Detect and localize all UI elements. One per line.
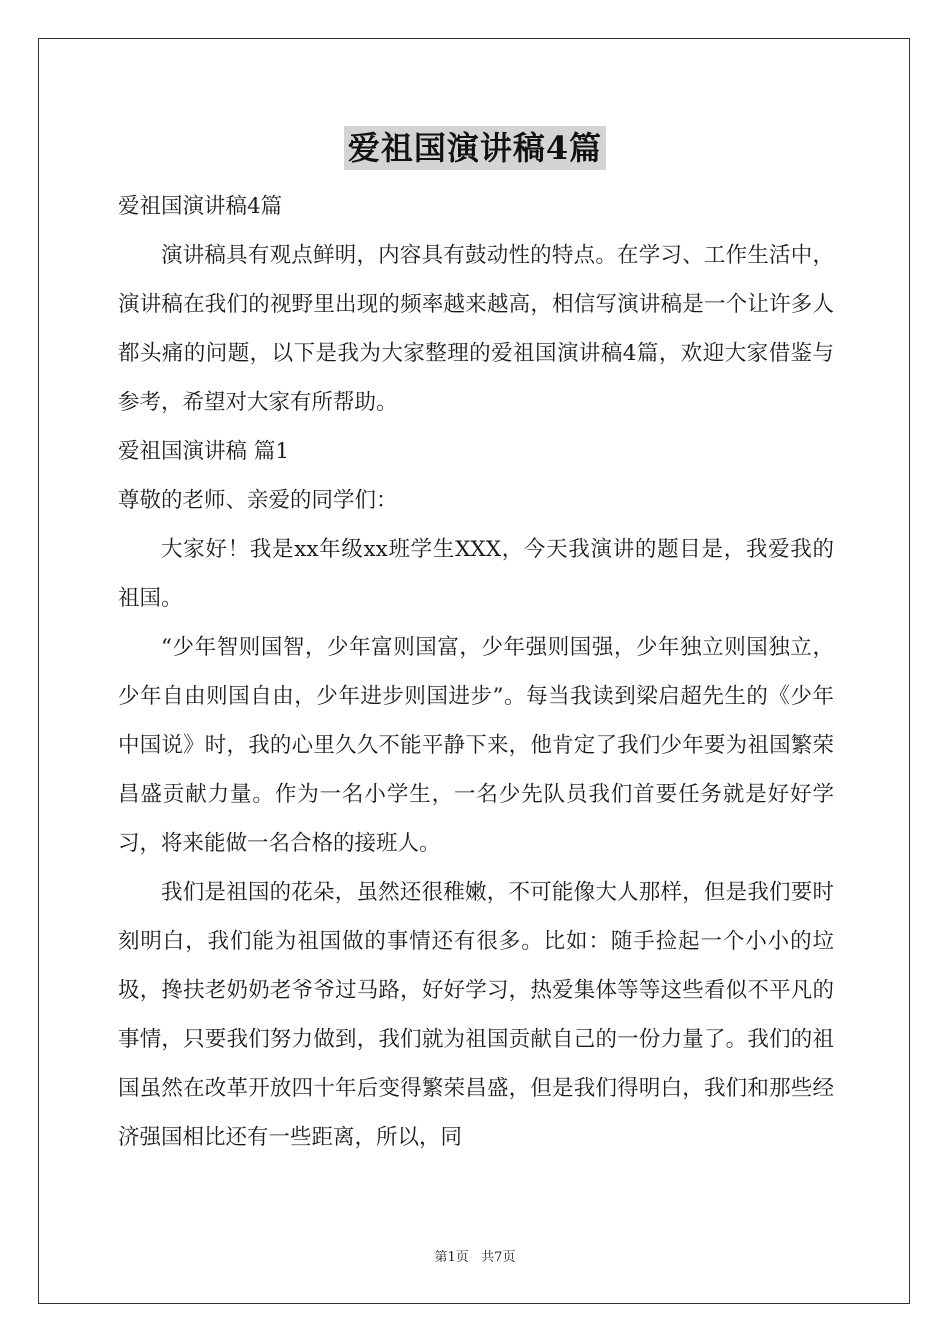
body-paragraph: 大家好！我是xx年级xx班学生XXX，今天我演讲的题目是，我爱我的祖国。 [118, 537, 834, 611]
page-number-footer: 第1页 共7页 [434, 1250, 516, 1265]
document-title: 爱祖国演讲稿4篇 [344, 126, 606, 170]
body-paragraph: “少年智则国智，少年富则国富，少年强则国强，少年独立则国独立，少年自由则国自由，少年进步则国进步”。每当我读到梁启超先生的《少年中国说》时，我的心里久久不能平静下来，他肯定了我们少年要为祖国繁荣昌盛贡献力量。作为一名小学生，一名少先队员我们首要任务就是好好学习，将来能做一名合格的接班人。 [118, 635, 834, 856]
section-heading: 爱祖国演讲稿 篇1 [118, 439, 290, 464]
intro-heading: 爱祖国演讲稿4篇 [118, 194, 283, 219]
document-body [118, 182, 834, 1162]
title-container [0, 126, 950, 170]
body-paragraph: 我们是祖国的花朵，虽然还很稚嫩，不可能像大人那样，但是我们要时刻明白，我们能为祖国做的事情还有很多。比如：随手捡起一个小小的垃圾，搀扶老奶奶老爷爷过马路，好好学习，热爱集体等等这些看似不平凡的事情，只要我们努力做到，我们就为祖国贡献自己的一份力量了。我们的祖国虽然在改革开放四十年后变得繁荣昌盛，但是我们得明白，我们和那些经济强国相比还有一些距离，所以，同 [118, 880, 834, 1150]
salutation: 尊敬的老师、亲爱的同学们： [118, 488, 398, 513]
intro-paragraph: 演讲稿具有观点鲜明，内容具有鼓动性的特点。在学习、工作生活中，演讲稿在我们的视野里出现的频率越来越高，相信写演讲稿是一个让许多人都头痛的问题，以下是我为大家整理的爱祖国演讲稿4篇，欢迎大家借鉴与参考，希望对大家有所帮助。 [118, 243, 834, 415]
